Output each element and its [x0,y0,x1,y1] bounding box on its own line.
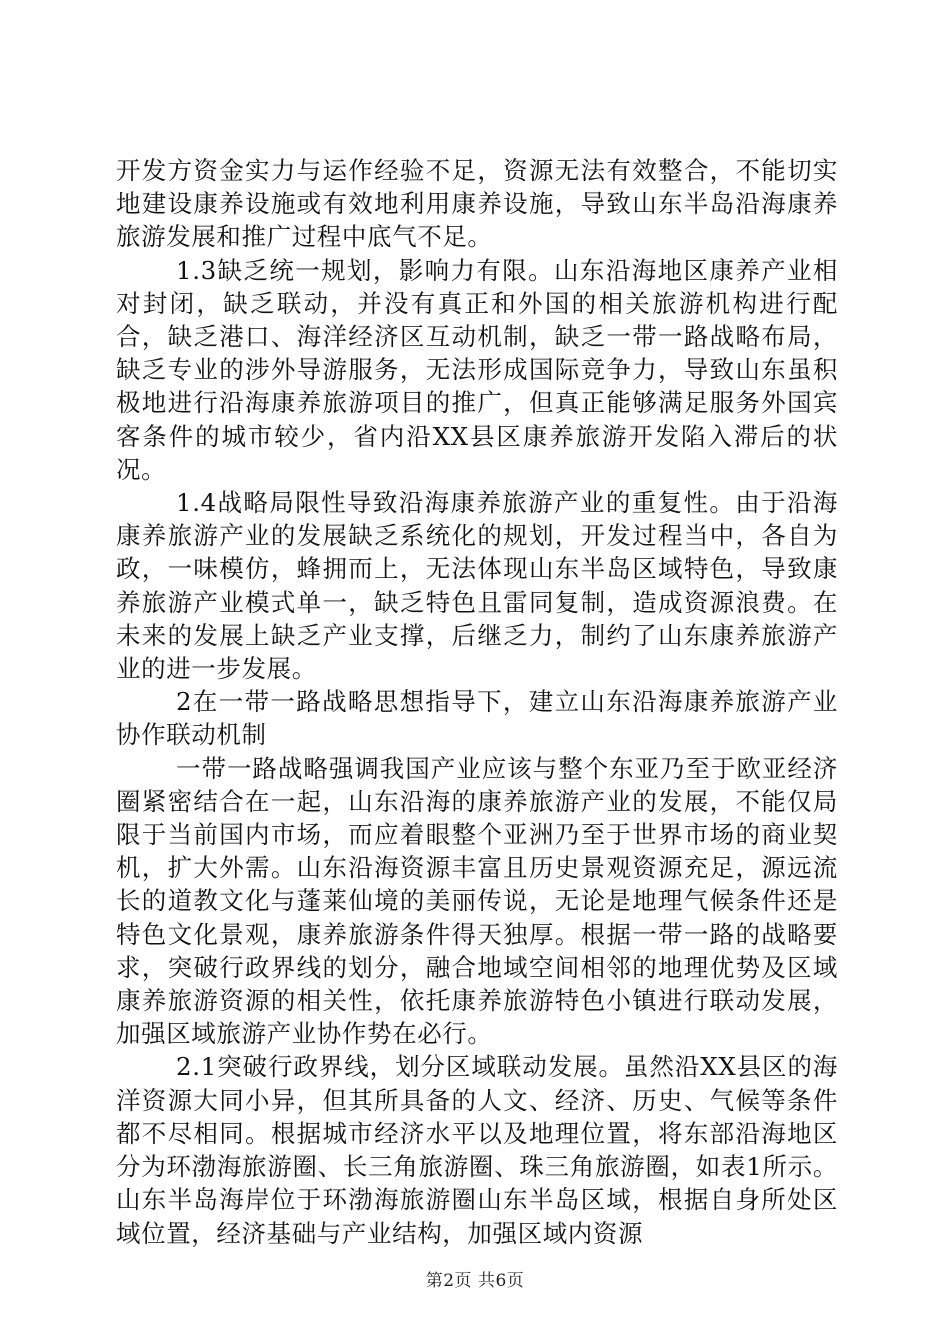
paragraph-section-2-intro: 一带一路战略强调我国产业应该与整个东亚乃至于欧亚经济圈紧密结合在一起，山东沿海的康养旅游产业的发展，不能仅局限于当前国内市场，而应着眼整个亚洲乃至于世界市场的商业契机，扩大外需。山东沿海资源丰富且历史景观资源充足，源远流长的道教文化与蓬莱仙境的美丽传说，无论是地理气候条件还是特色文化景观，康养旅游条件得天独厚。根据一带一路的战略要求，突破行政界线的划分，融合地域空间相邻的地理优势及区域康养旅游资源的相关性，依托康养旅游特色小镇进行联动发展，加强区域旅游产业协作势在必行。 [116,753,838,1049]
paragraph-section-1-3: 1.3缺乏统一规划，影响力有限。山东沿海地区康养产业相对封闭，缺乏联动，并没有真正和外国的相关旅游机构进行配合，缺乏港口、海洋经济区互动机制，缺乏一带一路战略布局，缺乏专业的涉外导游服务，无法形成国际竞争力，导致山东虽积极地进行沿海康养旅游项目的推广，但真正能够满足服务外国宾客条件的城市较少，省内沿XX县区康养旅游开发陷入滞后的状况。 [116,255,838,484]
paragraph-1: 开发方资金实力与运作经验不足，资源无法有效整合，不能切实地建设康养设施或有效地利用康养设施，导致山东半岛沿海康养旅游发展和推广过程中底气不足。 [116,156,838,252]
paragraph-section-1-4: 1.4战略局限性导致沿海康养旅游产业的重复性。由于沿海康养旅游产业的发展缺乏系统化的规划，开发过程当中，各自为政，一味模仿，蜂拥而上，无法体现山东半岛区域特色，导致康养旅游产业模式单一，缺乏特色且雷同复制，造成资源浪费。在未来的发展上缺乏产业支撑，后继乏力，制约了山东康养旅游产业的进一步发展。 [116,488,838,684]
page-body [116,154,838,1250]
page-footer: 第2页 共6页 [425,1271,525,1291]
paragraph-section-2-1: 2.1突破行政界线，划分区域联动发展。虽然沿XX县区的海洋资源大同小异，但其所具备的人文、经济、历史、气候等条件都不尽相同。根据城市经济水平以及地理位置，将东部沿海地区分为环渤海旅游圈、长三角旅游圈、珠三角旅游圈，如表1所示。山东半岛海岸位于环渤海旅游圈山东半岛区域，根据自身所处区域位置，经济基础与产业结构，加强区域内资源 [116,1052,838,1248]
section-heading-2: 2在一带一路战略思想指导下，建立山东沿海康养旅游产业协作联动机制 [116,687,838,750]
